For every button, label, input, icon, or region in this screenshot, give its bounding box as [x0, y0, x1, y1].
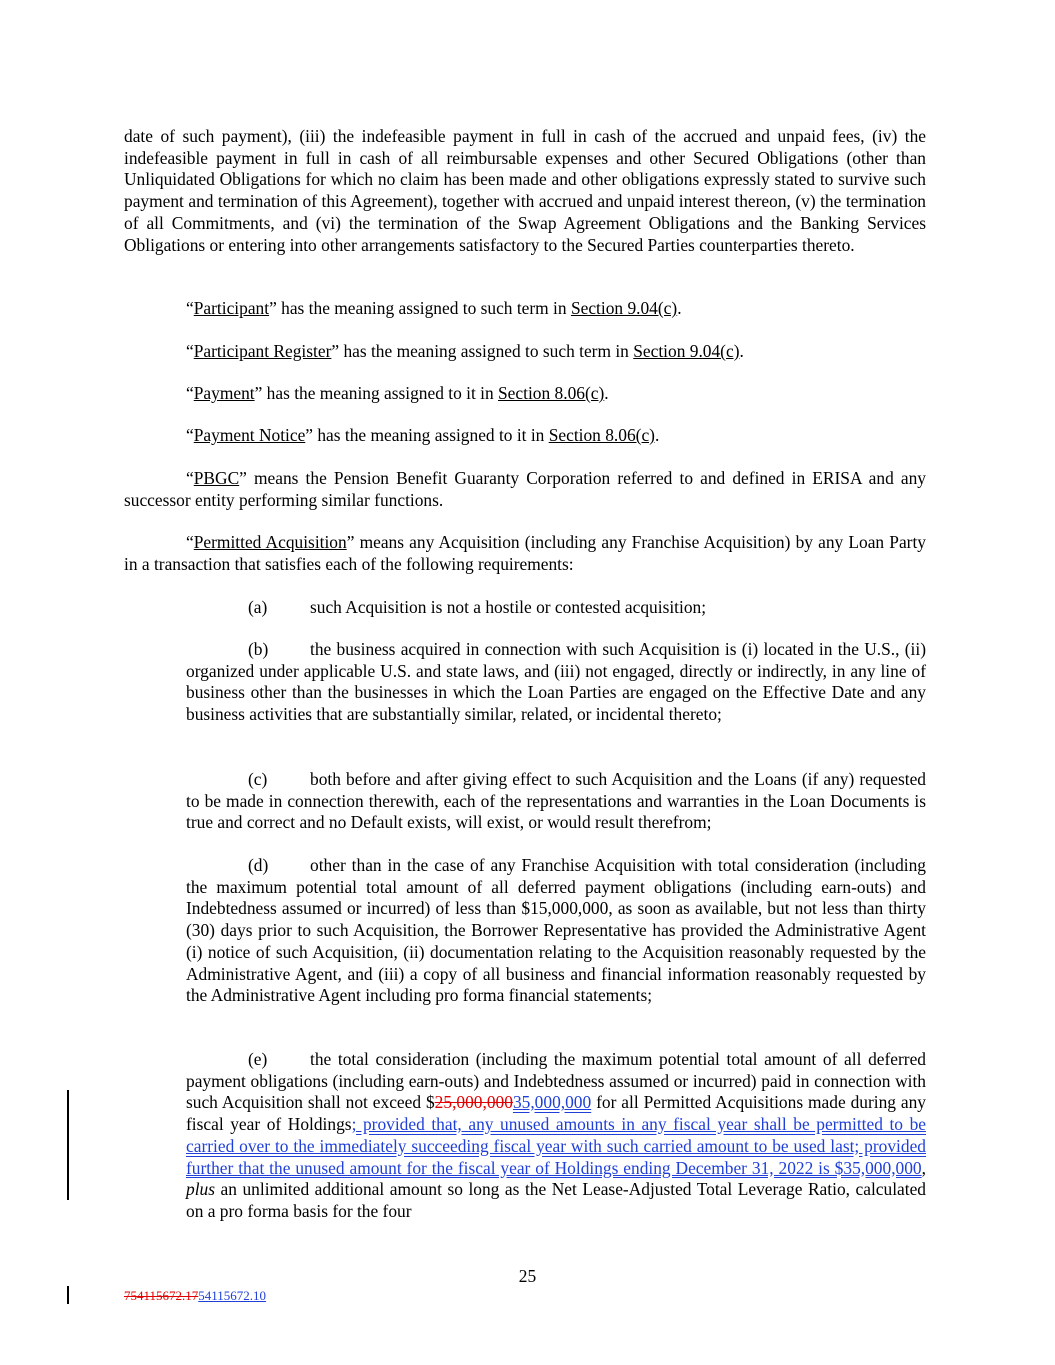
- section-reference: Section 8.06(c): [548, 425, 655, 445]
- quote-open: “: [186, 425, 194, 445]
- clause-c: [186, 769, 926, 834]
- definition-text: ” has the meaning assigned to it in: [305, 425, 549, 445]
- definition-text: ” has the meaning assigned to it in: [254, 383, 499, 403]
- italic-plus: plus: [186, 1179, 215, 1200]
- clause-e: [186, 1049, 926, 1223]
- clause-d: [186, 855, 926, 1007]
- definition-participant: [124, 298, 926, 320]
- clause-text: the total consideration (including the maximum potential total amount of all deferred payment obligations (including earn-outs) and Indebtedness assumed or incurred) paid in connection with such Acquisition shall not exceed $: [186, 1049, 926, 1113]
- definition-text: ” means the Pension Benefit Guaranty Corporation referred to and defined in ERISA and any successor entity performing similar functions.: [124, 468, 926, 510]
- period: .: [604, 383, 609, 403]
- inserted-amount: 35,000,000: [512, 1092, 592, 1113]
- quote-open: “: [186, 532, 194, 552]
- clause-text: ,: [921, 1157, 926, 1178]
- quote-open: “: [186, 341, 194, 361]
- clause-text: other than in the case of any Franchise Acquisition with total consideration (including the maximum potential total amount of all deferred payment obligations (including earn-outs) and Indebtedness assumed or incurred) of less than $15,000,000, as soon as available, but not less than thirty (30) days prior to such Acquisition, the Borrower Representative has provided the Administrative Agent (i) notice of such Acquisition, (ii) documentation relating to the Acquisition reasonably requested by the Administrative Agent, and (iii) a copy of all business and financial information reasonably requested by the Administrative Agent including pro forma financial statements;: [186, 855, 926, 1006]
- document-id-footer: [124, 1288, 266, 1304]
- inserted-proviso: ; provided that, any unused amounts in any fiscal year shall be permitted to be carried over to the immediately succeeding fiscal year with such carried amount to be used last; provided further that the unused amount for the fiscal year of Holdings ending December 31, 2022 is $35,000,000: [186, 1114, 926, 1178]
- clause-text: an unlimited additional amount so long as the Net Lease-Adjusted Total Leverage Ratio, calculated on a pro forma basis for the four: [186, 1179, 926, 1221]
- clause-text: both before and after giving effect to such Acquisition and the Loans (if any) requested to be made in connection therewith, each of the representations and warranties in the Loan Documents is true and correct and no Default exists, will exist, or would result therefrom;: [186, 769, 926, 833]
- quote-open: “: [186, 468, 194, 488]
- change-bar: [67, 1090, 69, 1200]
- paragraph-continuation: date of such payment), (iii) the indefeasible payment in full in cash of the accrued and unpaid fees, (iv) the indefeasible payment in full in cash of all reimbursable expenses and other Secured Obligations (other than Unliquidated Obligations for which no claim has been made and other obligations expressly stated to survive such payment and termination of this Agreement), together with accrued and unpaid interest thereon, (v) the termination of all Commitments, and (vi) the termination of the Swap Agreement Obligations and the Banking Services Obligations or entering into other arrangements satisfactory to the Secured Parties counterparties thereto.: [124, 126, 926, 255]
- defined-term: Participant: [193, 298, 270, 318]
- inserted-document-id: 54115672.10: [198, 1288, 267, 1303]
- defined-term: Participant Register: [193, 341, 332, 361]
- deleted-document-id: 754115672.17: [124, 1288, 199, 1303]
- section-reference: Section 8.06(c): [498, 383, 605, 403]
- definition-payment: [124, 383, 926, 405]
- clause-number: (a): [248, 597, 268, 617]
- page-number: 25: [518, 1266, 537, 1286]
- period: .: [654, 425, 660, 445]
- clause-b: [186, 639, 926, 726]
- period: .: [677, 298, 682, 318]
- clause-a: [186, 597, 926, 619]
- change-bar-footer: [67, 1286, 69, 1304]
- clause-text: such Acquisition is not a hostile or contested acquisition;: [310, 597, 707, 617]
- deleted-amount: 25,000,000: [434, 1092, 513, 1113]
- defined-term: Payment: [193, 383, 255, 403]
- quote-open: “: [186, 298, 194, 318]
- section-reference: Section 9.04(c): [570, 298, 678, 318]
- definition-pbgc: [124, 468, 926, 511]
- definition-participant-register: [124, 341, 926, 363]
- section-reference: Section 9.04(c): [633, 341, 740, 361]
- definition-permitted-acquisition: [124, 532, 926, 575]
- definition-text: ” means any Acquisition (including any Franchise Acquisition) by any Loan Party in a transaction that satisfies each of the following requirements:: [124, 532, 926, 574]
- clause-number: (d): [248, 855, 269, 875]
- clause-number: (e): [248, 1049, 268, 1069]
- clause-number: (b): [248, 639, 269, 659]
- defined-term: Permitted Acquisition: [193, 532, 347, 552]
- definition-text: ” has the meaning assigned to such term in: [269, 298, 571, 318]
- defined-term: PBGC: [193, 468, 240, 488]
- quote-open: “: [186, 383, 194, 403]
- definition-payment-notice: [124, 425, 926, 447]
- clause-number: (c): [248, 769, 268, 789]
- definition-text: ” has the meaning assigned to such term in: [331, 341, 634, 361]
- clause-text: the business acquired in connection with such Acquisition is (i) located in the U.S., (ii) organized under applicable U.S. and state laws, and (iii) not engaged, directly or indirectly, in any line of business other than the businesses in which the Loan Parties are engaged on the Effective Date and any business activities that are substantially similar, related, or incidental thereto;: [186, 639, 926, 725]
- clause-text: for all Permitted Acquisitions made during any fiscal year of Holdings: [186, 1092, 926, 1135]
- period: .: [739, 341, 744, 361]
- defined-term: Payment Notice: [193, 425, 306, 445]
